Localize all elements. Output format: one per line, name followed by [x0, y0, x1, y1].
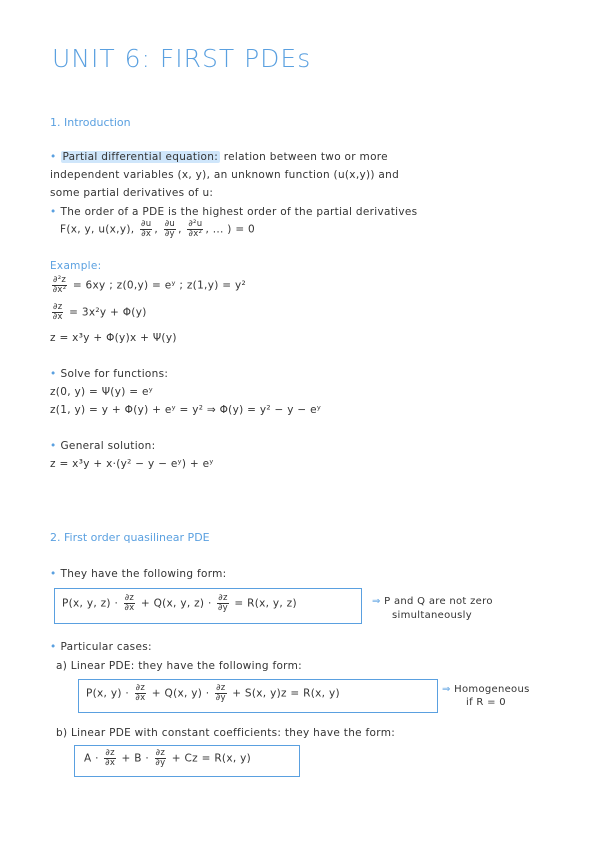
- bullet: •: [50, 641, 57, 653]
- fraction-den: ∂y: [217, 603, 228, 613]
- form-suffix: , ... ) = 0: [205, 223, 256, 236]
- fraction-den: ∂x: [135, 693, 146, 703]
- fraction: [217, 594, 228, 613]
- term: + Q(x, y, z) ·: [140, 597, 212, 610]
- fraction-den: ∂x: [105, 758, 116, 768]
- solve-label: Solve for functions:: [60, 368, 169, 380]
- fraction-den: ∂x²: [52, 285, 67, 295]
- fraction-den: ∂y: [155, 758, 166, 768]
- bullet: •: [50, 440, 57, 452]
- form-prefix: F(x, y, u(x,y),: [60, 223, 135, 236]
- bullet: •: [50, 151, 57, 163]
- fraction-num: ∂z: [53, 302, 63, 312]
- order-text: The order of a PDE is the highest order of the partial derivatives: [60, 206, 418, 218]
- term: + B ·: [121, 752, 150, 765]
- fraction-num: ∂z: [216, 683, 226, 693]
- solve-label-line: [50, 368, 168, 380]
- fraction-num: ∂z: [135, 683, 146, 693]
- fraction-num: ∂z: [155, 748, 166, 758]
- definition-text: relation between two or more: [223, 151, 388, 163]
- example-eq-2: [50, 303, 147, 322]
- fraction: [104, 749, 115, 768]
- section-heading-introduction: 1. Introduction: [50, 116, 131, 129]
- fraction: [215, 684, 226, 703]
- term: + S(x, y)z = R(x, y): [232, 687, 340, 700]
- term: = R(x, y, z): [234, 597, 297, 610]
- fraction: [140, 220, 152, 239]
- cases-label: Particular cases:: [60, 641, 152, 653]
- case-a-note-line-2: if R = 0: [466, 697, 506, 708]
- fraction-num: ∂z: [105, 748, 115, 758]
- term: + Q(x, y) ·: [151, 687, 210, 700]
- fraction: [187, 220, 203, 239]
- cases-label-line: [50, 641, 152, 653]
- term: P(x, y, z) ·: [62, 597, 119, 610]
- arrow-icon: ⇒: [442, 684, 451, 695]
- form-label: They have the following form:: [60, 568, 227, 580]
- bullet: •: [50, 206, 57, 218]
- fraction-num: ∂²z: [53, 275, 67, 285]
- case-a-note-line-1: [442, 684, 530, 695]
- bullet: •: [50, 568, 57, 580]
- fraction-den: ∂x²: [188, 229, 203, 239]
- page-title: UNIT 6: FIRST PDEs: [52, 44, 312, 73]
- quasilinear-form: [62, 594, 297, 613]
- definition-line-1: [50, 151, 388, 163]
- fraction: [164, 220, 176, 239]
- fraction-num: ∂u: [164, 219, 176, 229]
- form-note-line-1: [372, 596, 493, 607]
- fraction: [155, 749, 166, 768]
- definition-line-3: some partial derivatives of u:: [50, 187, 214, 199]
- general-solution: z = x³y + x·(y² − y − eʸ) + eʸ: [50, 458, 214, 470]
- fraction-den: ∂x: [141, 229, 152, 239]
- linear-pde-form: [86, 684, 340, 703]
- section-heading-quasilinear: 2. First order quasilinear PDE: [50, 531, 210, 544]
- case-b-label: b) Linear PDE with constant coefficients: they have the form:: [56, 727, 396, 739]
- term: + Cz = R(x, y): [171, 752, 252, 765]
- fraction: [52, 303, 63, 322]
- constant-coeff-form: [84, 749, 251, 768]
- fraction: [135, 684, 146, 703]
- arrow-icon: ⇒: [372, 596, 381, 607]
- form-note-line-2: simultaneously: [392, 610, 472, 621]
- fraction-den: ∂y: [215, 693, 226, 703]
- fraction-den: ∂x: [124, 603, 135, 613]
- fraction: [124, 594, 135, 613]
- general-pde-form: F(x, y, u(x,y), $\frac{\partial u}{\partial x}$ , $\frac{\partial u}{\partial y}$ , $\frac{\text{∂²u}}{\text{∂x²}}$ , ... ) = 0: [60, 219, 256, 239]
- term: A ·: [84, 752, 99, 765]
- form-note: P and Q are not zero: [384, 596, 493, 607]
- general-label-line: [50, 440, 155, 452]
- form-label-line: [50, 568, 227, 580]
- case-a-note: Homogeneous: [454, 684, 530, 695]
- example-eq-3: z = x³y + Φ(y)x + Ψ(y): [50, 332, 177, 344]
- fraction: [52, 276, 67, 295]
- definition-term: Partial differential equation:: [62, 151, 219, 163]
- eq-rest: = 6xy ; z(0,y) = eʸ ; z(1,y) = y²: [72, 279, 246, 292]
- order-line: [50, 206, 417, 218]
- fraction-num: ∂z: [124, 593, 135, 603]
- solve-eq-1: z(0, y) = Ψ(y) = eʸ: [50, 386, 153, 398]
- case-a-label: a) Linear PDE: they have the following form:: [56, 660, 302, 672]
- solve-eq-2: z(1, y) = y + Φ(y) + eʸ = y² ⇒ Φ(y) = y² − y − eʸ: [50, 404, 322, 416]
- example-eq-1: [50, 276, 246, 295]
- fraction-den: ∂y: [164, 229, 175, 239]
- fraction-den: ∂x: [52, 312, 63, 322]
- fraction-num: ∂z: [218, 593, 228, 603]
- definition-line-2: independent variables (x, y), an unknown function (u(x,y)) and: [50, 169, 400, 181]
- example-label: Example:: [50, 260, 102, 272]
- general-label: General solution:: [60, 440, 156, 452]
- fraction-num: ∂²u: [188, 219, 203, 229]
- fraction-num: ∂u: [141, 219, 152, 229]
- term: P(x, y) ·: [86, 687, 130, 700]
- bullet: •: [50, 368, 57, 380]
- eq-rest: = 3x²y + Φ(y): [69, 306, 147, 319]
